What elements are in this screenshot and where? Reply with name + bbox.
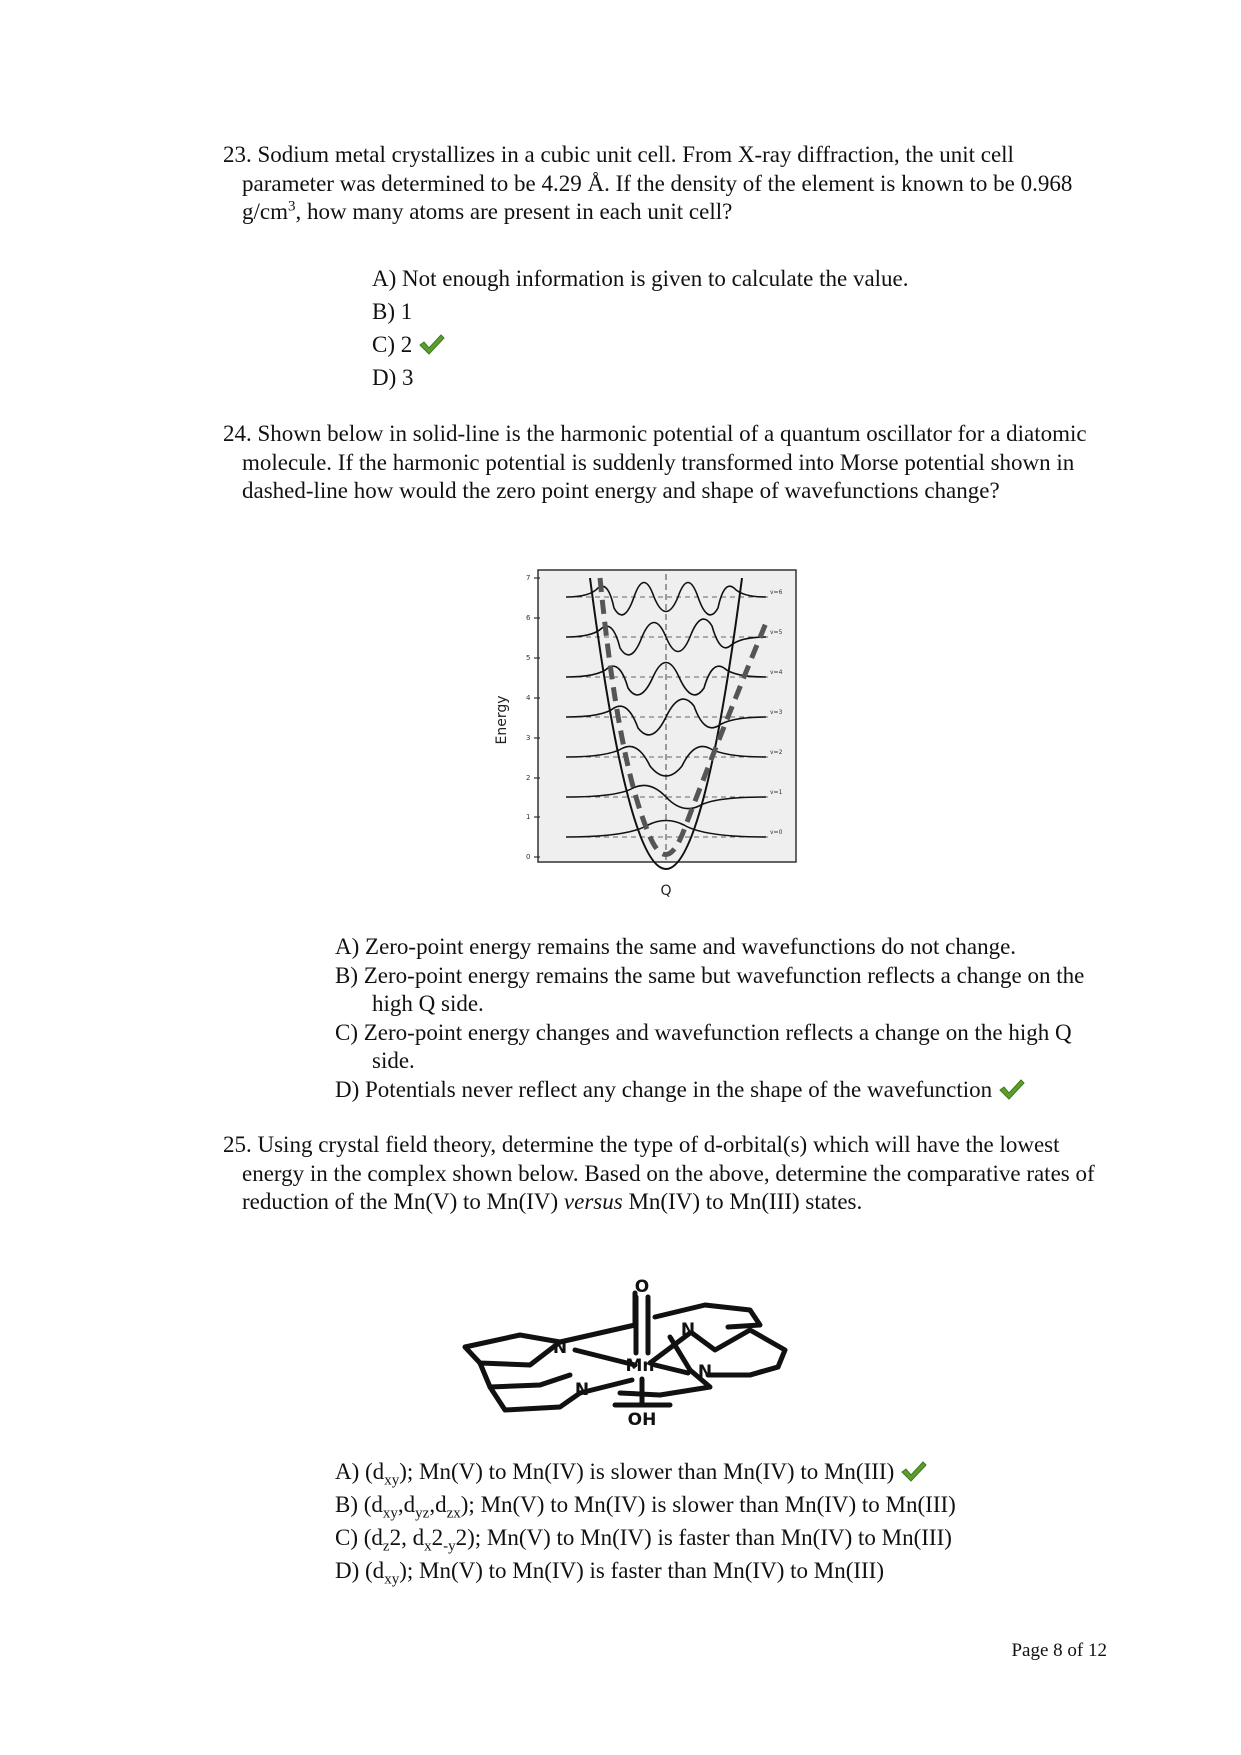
mn-complex-structure <box>460 1275 820 1430</box>
tick-label: 6 <box>526 614 531 622</box>
nitrogen-label: N <box>697 1362 713 1382</box>
level-label: v=3 <box>770 709 783 716</box>
check-icon <box>900 1460 928 1482</box>
level-label: v=6 <box>770 589 783 596</box>
x-axis-label: Q <box>660 883 672 899</box>
nitrogen-label: N <box>680 1320 696 1340</box>
hydroxide-label: OH <box>627 1410 657 1430</box>
level-label: v=5 <box>770 629 783 636</box>
nitrogen-label: N <box>552 1338 568 1358</box>
option-24-c: C) Zero-point energy changes and wavefunction reflects a change on the high Q side. <box>335 1019 1072 1073</box>
oxygen-label: O <box>634 1277 650 1297</box>
question-25 <box>223 1131 1103 1217</box>
option-24-b: B) Zero-point energy remains the same but wavefunction reflects a change on the high Q side. <box>335 962 1085 1016</box>
manganese-label: Mn <box>625 1356 655 1376</box>
check-icon <box>418 333 446 355</box>
level-label: v=0 <box>770 829 783 836</box>
tick-label: 4 <box>526 694 531 702</box>
option-23-c: C) 2 <box>372 328 909 361</box>
level-label: v=4 <box>770 669 783 676</box>
harmonic-potential-figure <box>478 560 818 900</box>
tick-label: 2 <box>526 774 531 782</box>
tick-label: 0 <box>526 853 531 861</box>
option-23-a: A) Not enough information is given to calculate the value. <box>372 266 909 291</box>
page-number: Page 8 of 12 <box>1011 1640 1107 1661</box>
question-24 <box>223 420 1103 506</box>
option-23-b: B) 1 <box>372 299 413 324</box>
tick-label: 7 <box>526 574 531 582</box>
question-25-options <box>335 1455 956 1587</box>
nitrogen-label: N <box>574 1380 590 1400</box>
option-25-b: B) $(d_{xy},d_{yz},d_{zx})$; Mn(V) to Mn(IV) is slower than Mn(IV) to Mn(III) <box>335 1492 956 1522</box>
tick-label: 1 <box>526 813 531 821</box>
option-24-d: D) Potentials never reflect any change in the shape of the wavefunction <box>335 1076 1115 1105</box>
option-25-c: C) ($d_z2$, $d_x2_{-y}2$); Mn(V) to Mn(IV) is faster than Mn(IV) to Mn(III) <box>335 1525 952 1555</box>
tick-label: 3 <box>526 734 531 742</box>
option-25-a: A) $(d_{xy})$; Mn(V) to Mn(IV) is slower than Mn(IV) to Mn(III) <box>335 1455 956 1488</box>
level-label: v=2 <box>770 749 783 756</box>
question-24-text: 24. Shown below in solid-line is the harmonic potential of a quantum oscillator for a diatomic molecule. If the harmonic potential is suddenly transformed into Morse potential shown in dashed-line how would the zero point energy and shape of wavefunctions change? <box>223 421 1087 503</box>
level-label: v=1 <box>770 789 783 796</box>
option-25-d: D) $(d_{xy})$; Mn(V) to Mn(IV) is faster than Mn(IV) to Mn(III) <box>335 1558 884 1588</box>
question-23-options <box>372 262 909 394</box>
option-24-a: A) Zero-point energy remains the same and wavefunctions do not change. <box>335 934 1017 959</box>
tick-label: 5 <box>526 654 531 662</box>
question-24-options <box>335 933 1115 1104</box>
question-23 <box>223 141 1103 227</box>
question-23-text: 23. Sodium metal crystallizes in a cubic unit cell. From X-ray diffraction, the unit cell parameter was determined to be 4.29 Å. If the density of the element is known to be 0.968 $g/cm^3$, how many atoms are present in each unit cell? <box>223 142 1073 224</box>
check-icon <box>998 1078 1026 1100</box>
y-axis-label: Energy <box>494 695 510 745</box>
question-25-text: 25. Using crystal field theory, determine the type of d-orbital(s) which will have the lowest energy in the complex shown below. Based on the above, determine the comparative rates of reduction of the Mn(V) to Mn(IV) versus Mn(IV) to Mn(III) states. <box>223 1132 1095 1214</box>
option-23-d: D) 3 <box>372 365 414 390</box>
